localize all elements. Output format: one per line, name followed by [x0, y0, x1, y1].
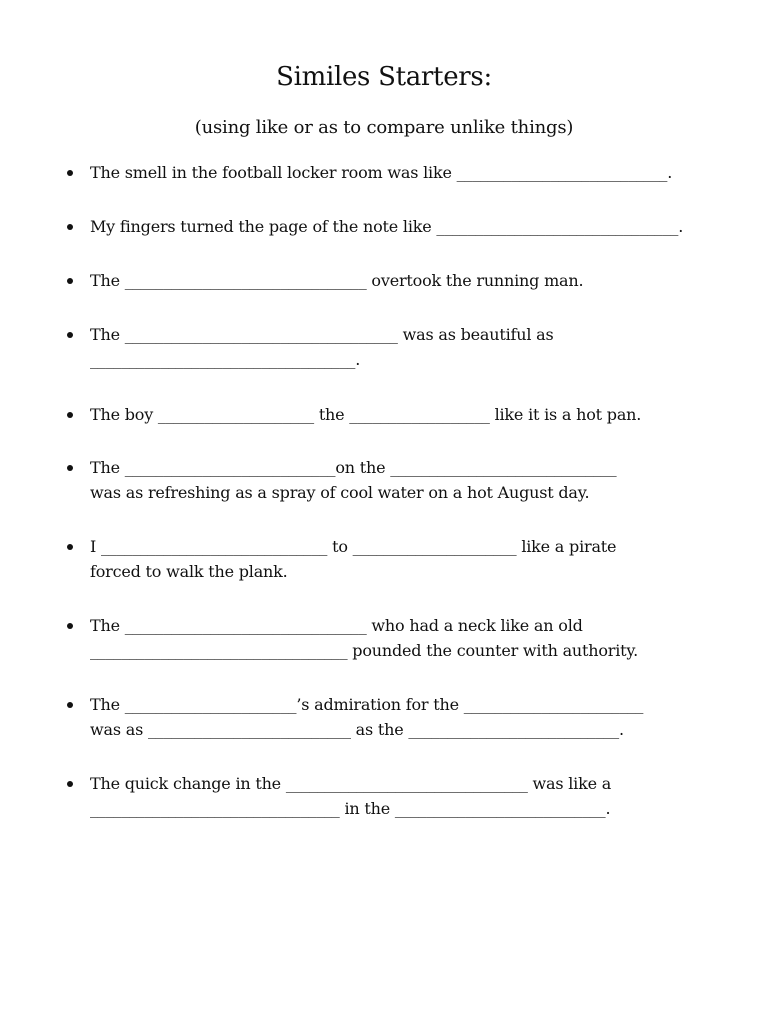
item-line: ________________________________ in the ___________________________. [90, 799, 611, 818]
worksheet-subtitle: (using like or as to compare unlike things) [194, 117, 574, 138]
bullet-icon [67, 412, 73, 418]
item-line: The smell in the football locker room was like ___________________________. [90, 163, 673, 182]
list-item [90, 322, 730, 372]
list-item [90, 268, 730, 293]
worksheet-title: Similes Starters: [276, 62, 492, 92]
item-line: _________________________________ pounded the counter with authority. [90, 641, 638, 660]
item-line: forced to walk the plank. [90, 562, 288, 581]
item-line: The _______________________________ overtook the running man. [90, 271, 584, 290]
list-item [90, 160, 730, 185]
list-item [90, 214, 730, 239]
list-item [90, 613, 730, 663]
list-item [90, 534, 730, 584]
bullet-icon [67, 278, 73, 284]
bullet-icon [67, 465, 73, 471]
item-line: I _____________________________ to _____________________ like a pirate [90, 537, 617, 556]
item-line: was as refreshing as a spray of cool water on a hot August day. [90, 483, 590, 502]
item-line: The ___________________________on the _____________________________ [90, 458, 617, 477]
bullet-icon [67, 544, 73, 550]
list-item [90, 455, 730, 505]
bullet-icon [67, 702, 73, 708]
bullet-icon [67, 224, 73, 230]
list-item [90, 692, 730, 742]
item-line: The quick change in the _______________________________ was like a [90, 774, 612, 793]
bullet-icon [67, 623, 73, 629]
bullet-icon [67, 332, 73, 338]
item-line: The _______________________________ who had a neck like an old [90, 616, 583, 635]
item-line: The ______________________’s admiration for the _______________________ [90, 695, 644, 714]
item-line: __________________________________. [90, 350, 361, 369]
item-line: The boy ____________________ the __________________ like it is a hot pan. [90, 405, 642, 424]
item-line: My fingers turned the page of the note like _______________________________. [90, 217, 684, 236]
item-line: was as __________________________ as the ___________________________. [90, 720, 624, 739]
bullet-icon [67, 170, 73, 176]
list-item [90, 402, 730, 427]
list-item [90, 771, 730, 821]
item-line: The ___________________________________ was as beautiful as [90, 325, 554, 344]
bullet-icon [67, 781, 73, 787]
